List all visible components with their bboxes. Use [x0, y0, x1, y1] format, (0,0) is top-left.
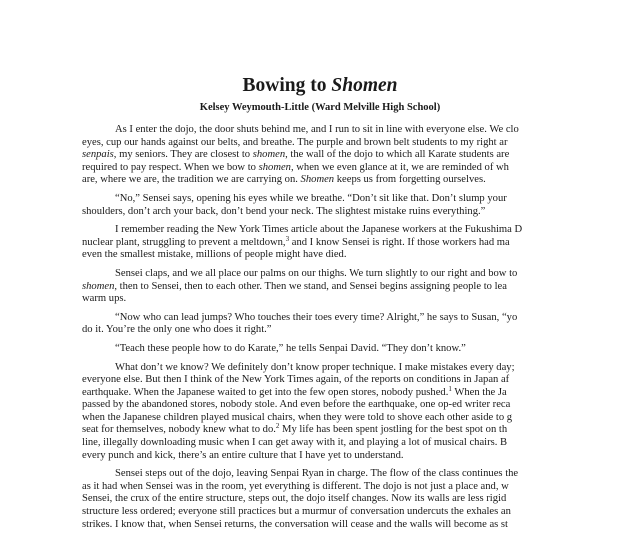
text-run: as it had when Sensei was in the room, yet everything is different. The dojo is not just a place and, w	[82, 480, 509, 492]
paragraph-line	[82, 424, 642, 437]
paragraph	[82, 362, 642, 463]
text-run: , then to Sensei, then to each other. Then we stand, and Sensei begins assigning people to lea	[114, 280, 507, 292]
paragraph	[82, 268, 642, 306]
paragraph-line	[82, 312, 642, 325]
paragraph-line	[82, 206, 642, 219]
text-run: , the wall of the dojo to which all Karate students are	[285, 149, 510, 161]
paragraph-line	[82, 384, 642, 400]
paragraph-line	[82, 468, 642, 481]
text-run: keeps us from forgetting ourselves.	[334, 174, 486, 186]
paragraph-line	[82, 343, 642, 356]
text-run: and I know Sensei is right. If those workers had ma	[289, 236, 510, 248]
text-run: As I enter the dojo, the door shuts behind me, and I run to sit in line with everyone else. We clo	[115, 124, 519, 135]
paragraph-line	[82, 493, 642, 506]
text-run: When the Ja	[451, 386, 507, 398]
paragraph	[82, 124, 642, 187]
paragraph-line	[82, 412, 642, 425]
text-run: every punch and kick, there’s an entire culture that I have yet to understand.	[82, 449, 404, 461]
text-run: earthquake. When the Japanese waited to get into the few open stores, nobody pushed.	[82, 386, 449, 398]
text-run: warm ups.	[82, 293, 127, 305]
text-run: , when we even glance at it, we are reminded of wh	[290, 161, 509, 173]
paragraph-line	[82, 519, 642, 532]
document-body	[82, 124, 642, 537]
text-run: when the Japanese children played musical chairs, when they were told to shove each other aside to g	[82, 411, 513, 423]
paragraph-line	[82, 268, 642, 281]
italic-text: senpais	[82, 149, 114, 161]
paragraph-line	[82, 293, 642, 306]
italic-text: shomen	[252, 149, 286, 161]
text-run: Sensei, the crux of the entire structure, steps out, the dojo itself changes. Now its walls are less rigid	[82, 493, 507, 505]
text-run: Sensei steps out of the dojo, leaving Senpai Ryan in charge. The flow of the class continues the	[115, 468, 519, 480]
text-run: My life has been spent jostling for the best spot on th	[279, 424, 508, 436]
text-run: What don’t we know? We definitely don’t know proper technique. I make mistakes every day;	[115, 361, 515, 373]
paragraph-line	[82, 137, 642, 150]
text-run: “Now who can lead jumps? Who touches their toes every time? Alright,” he says to Susan, “yo	[115, 311, 518, 323]
paragraph-line	[82, 324, 642, 337]
paragraph-line	[82, 281, 642, 294]
text-run: Sensei claps, and we all place our palms on our thighs. We turn slightly to our right and bow to	[115, 267, 518, 279]
footnote-marker: 3	[285, 234, 290, 243]
text-run: required to pay respect. When we bow to	[82, 161, 259, 173]
paragraph-line	[82, 224, 642, 237]
paragraph	[82, 312, 642, 337]
paragraph	[82, 224, 642, 262]
text-run: I remember reading the New York Times article about the Japanese workers at the Fukushima D	[115, 224, 523, 236]
author-line: Kelsey Weymouth-Little (Ward Melville High School)	[199, 102, 441, 113]
paragraph-line	[82, 399, 642, 412]
paragraph	[82, 468, 642, 531]
paragraph	[82, 343, 642, 356]
text-run: even the smallest mistake, millions of people might have died.	[82, 249, 347, 261]
text-run: nuclear plant, struggling to prevent a meltdown,	[82, 236, 286, 248]
paragraph-line	[82, 162, 642, 175]
paragraph-line	[82, 481, 642, 494]
text-run: everyone else. But then I think of the New York Times again, of the reports on conditions in Japan af	[82, 374, 510, 386]
text-run: eyes, cup our hands against our belts, and breathe. The purple and brown belt students to my right ar	[82, 136, 508, 148]
paragraph-line	[82, 193, 642, 206]
text-run: line, illegally downloading music when I can get away with it, and playing a lot of musical chairs. B	[82, 437, 508, 449]
paragraph-line	[82, 124, 642, 137]
text-run: “Teach these people how to do Karate,” he tells Senpai David. “They don’t know.”	[115, 342, 466, 354]
paragraph-line	[82, 234, 642, 250]
paragraph-line	[82, 249, 642, 262]
footnote-marker: 2	[275, 422, 280, 431]
text-run: shoulders, don’t arch your back, don’t bend your neck. The slightest mistake ruins everything.”	[82, 205, 486, 217]
text-run: , my seniors. They are closest to	[113, 149, 253, 161]
paragraph-line	[82, 450, 642, 463]
text-run: passed by the abandoned stores, nobody stole. And even before the earthquake, one op-ed writer reca	[82, 399, 511, 411]
paragraph-line	[82, 362, 642, 375]
paragraph-line	[82, 506, 642, 519]
paragraph-line	[82, 374, 642, 387]
footnote-marker: 1	[448, 384, 452, 393]
text-run: do it. You’re the only one who does it right.”	[82, 324, 272, 336]
paragraph	[82, 193, 642, 218]
italic-text: Shomen	[300, 174, 335, 186]
paragraph-line	[82, 174, 642, 187]
text-run: are, where we are, the tradition we are carrying on.	[82, 174, 301, 186]
text-run: “No,” Sensei says, opening his eyes while we breathe. “Don’t sit like that. Don’t slump your	[115, 192, 507, 204]
text-run: structure less ordered; everyone still practices but a murmur of conversation undercuts the exhales an	[82, 506, 511, 518]
paragraph-line	[82, 149, 642, 162]
text-run: strikes. I know that, when Sensei returns, the conversation will cease and the walls will become as st	[82, 518, 508, 530]
text-run: seat for themselves, nobody knew what to do.	[82, 424, 276, 436]
document-title	[0, 74, 640, 98]
paragraph-line	[82, 437, 642, 450]
italic-text: shomen	[82, 280, 115, 292]
title-emphasis: Shomen	[331, 75, 398, 96]
title-text: Bowing to	[242, 75, 332, 96]
italic-text: shomen	[258, 161, 291, 173]
